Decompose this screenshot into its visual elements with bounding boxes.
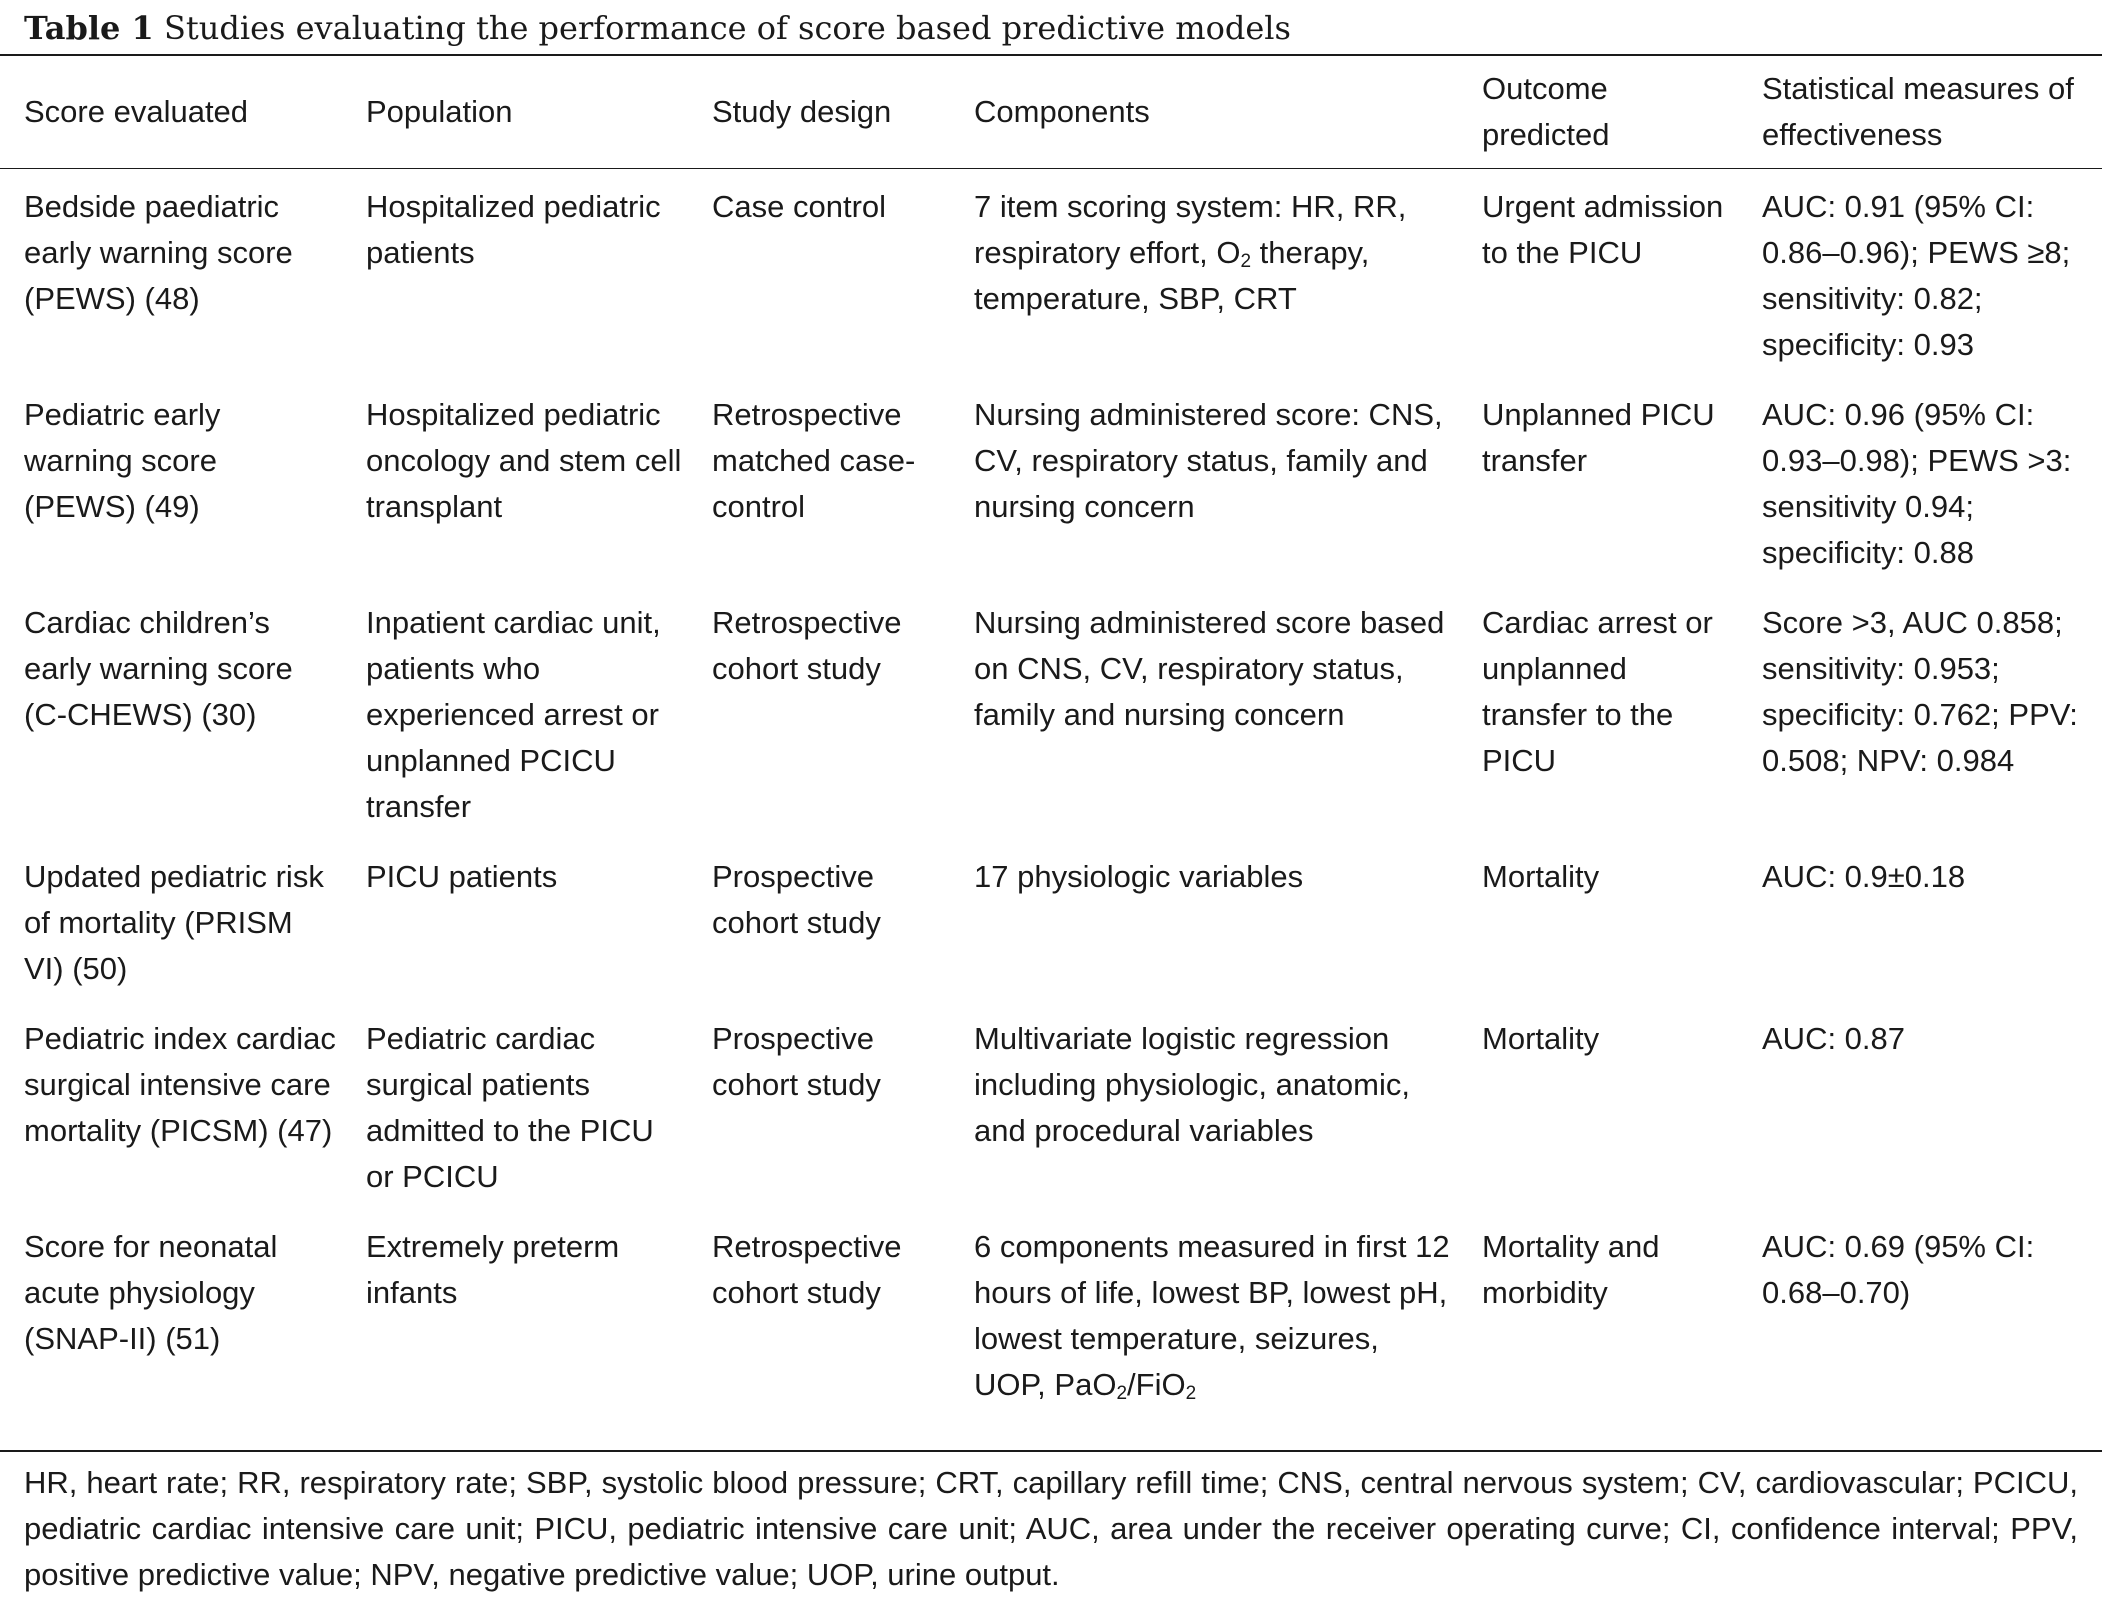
cell-score: Bedside paediatric early warning score (PEWS) (48): [24, 189, 293, 316]
table-row: [0, 838, 2102, 1000]
table-footnote: HR, heart rate; RR, respiratory rate; SBP, systolic blood pressure; CRT, capillary refill time; CNS, central nervous system; CV, cardiovascular; PCICU, pediatric cardiac intensive care unit; PICU, pediatric intensive care unit; AUC, area under the receiver operating curve; CI, confidence interval; PPV, positive predictive value; NPV, negative predictive value; UOP, urine output.: [24, 1465, 2078, 1592]
cell-outcome: Urgent admission to the PICU: [1482, 189, 1724, 270]
subscript: 2: [1116, 1383, 1128, 1404]
table-row: [0, 168, 2102, 376]
table-row: [0, 1000, 2102, 1208]
cell-components: [950, 168, 1458, 376]
cell-population: Extremely preterm infants: [366, 1229, 620, 1310]
cell-components: Nursing administered score based on CNS, CV, respiratory status, family and nursing concern: [974, 605, 1445, 732]
header-stats: Statistical measures of effectiveness: [1762, 71, 2074, 152]
cell-score: Score for neonatal acute physiology (SNAP-II) (51): [24, 1229, 278, 1356]
cell-outcome: Mortality: [1482, 1021, 1600, 1056]
cell-score: Pediatric index cardiac surgical intensive care mortality (PICSM) (47): [24, 1021, 336, 1148]
cell-stats: AUC: 0.69 (95% CI: 0.68–0.70): [1762, 1229, 2035, 1310]
cell-design: Retrospective cohort study: [712, 605, 902, 686]
components-text: /FiO: [1127, 1367, 1186, 1402]
cell-components: 17 physiologic variables: [974, 859, 1304, 894]
cell-score: Updated pediatric risk of mortality (PRISM VI) (50): [24, 859, 324, 986]
subscript: 2: [1185, 1383, 1197, 1404]
cell-stats: Score >3, AUC 0.858; sensitivity: 0.953; specificity: 0.762; PPV: 0.508; NPV: 0.984: [1762, 605, 2078, 778]
cell-population: Hospitalized pediatric patients: [366, 189, 661, 270]
header-row: [0, 56, 2102, 168]
cell-stats: AUC: 0.87: [1762, 1021, 1906, 1056]
table-caption-label: Table 1: [24, 9, 154, 47]
components-text: therapy, temperature, SBP, CRT: [974, 235, 1370, 316]
table-row: [0, 376, 2102, 584]
cell-outcome: Mortality: [1482, 859, 1600, 894]
cell-components: Multivariate logistic regression including physiologic, anatomic, and procedural variables: [974, 1021, 1410, 1148]
header-outcome: Outcome predicted: [1482, 71, 1610, 152]
cell-components: Nursing administered score: CNS, CV, respiratory status, family and nursing concern: [974, 397, 1443, 524]
table-row: [0, 584, 2102, 838]
cell-population: PICU patients: [366, 859, 558, 894]
header-population: Population: [366, 94, 513, 129]
components-text: 7 item scoring system: HR, RR, respiratory effort, O: [974, 189, 1407, 270]
cell-design: Case control: [712, 189, 887, 224]
cell-outcome: Cardiac arrest or unplanned transfer to the PICU: [1482, 605, 1713, 778]
cell-design: Prospective cohort study: [712, 1021, 881, 1102]
components-text: 6 components measured in first 12 hours of life, lowest BP, lowest pH, lowest temperature, seizures, UOP, PaO: [974, 1229, 1450, 1402]
header-design: Study design: [712, 94, 892, 129]
table-row: [0, 1208, 2102, 1416]
cell-score: Cardiac children’s early warning score (C-CHEWS) (30): [24, 605, 293, 732]
cell-design: Retrospective cohort study: [712, 1229, 902, 1310]
studies-table: [0, 56, 2102, 1416]
cell-design: Prospective cohort study: [712, 859, 881, 940]
cell-population: Hospitalized pediatric oncology and stem cell transplant: [366, 397, 682, 524]
cell-outcome: Mortality and morbidity: [1482, 1229, 1660, 1310]
cell-score: Pediatric early warning score (PEWS) (49): [24, 397, 221, 524]
header-score: Score evaluated: [24, 94, 249, 129]
cell-stats: AUC: 0.91 (95% CI: 0.86–0.96); PEWS ≥8; sensitivity: 0.82; specificity: 0.93: [1762, 189, 2071, 362]
bottom-rule: [0, 1450, 2102, 1452]
cell-outcome: Unplanned PICU transfer: [1482, 397, 1715, 478]
header-components: Components: [974, 94, 1150, 129]
cell-components: [950, 1208, 1458, 1416]
cell-stats: AUC: 0.9±0.18: [1762, 859, 1966, 894]
cell-population: Pediatric cardiac surgical patients admitted to the PICU or PCICU: [366, 1021, 654, 1194]
cell-stats: AUC: 0.96 (95% CI: 0.93–0.98); PEWS >3: sensitivity 0.94; specificity: 0.88: [1762, 397, 2072, 570]
table-caption: [24, 6, 1291, 50]
cell-design: Retrospective matched case-control: [712, 397, 916, 524]
cell-population: Inpatient cardiac unit, patients who experienced arrest or unplanned PCICU transfer: [366, 605, 661, 824]
table-caption-text: Studies evaluating the performance of score based predictive models: [163, 9, 1291, 47]
subscript: 2: [1240, 251, 1252, 272]
